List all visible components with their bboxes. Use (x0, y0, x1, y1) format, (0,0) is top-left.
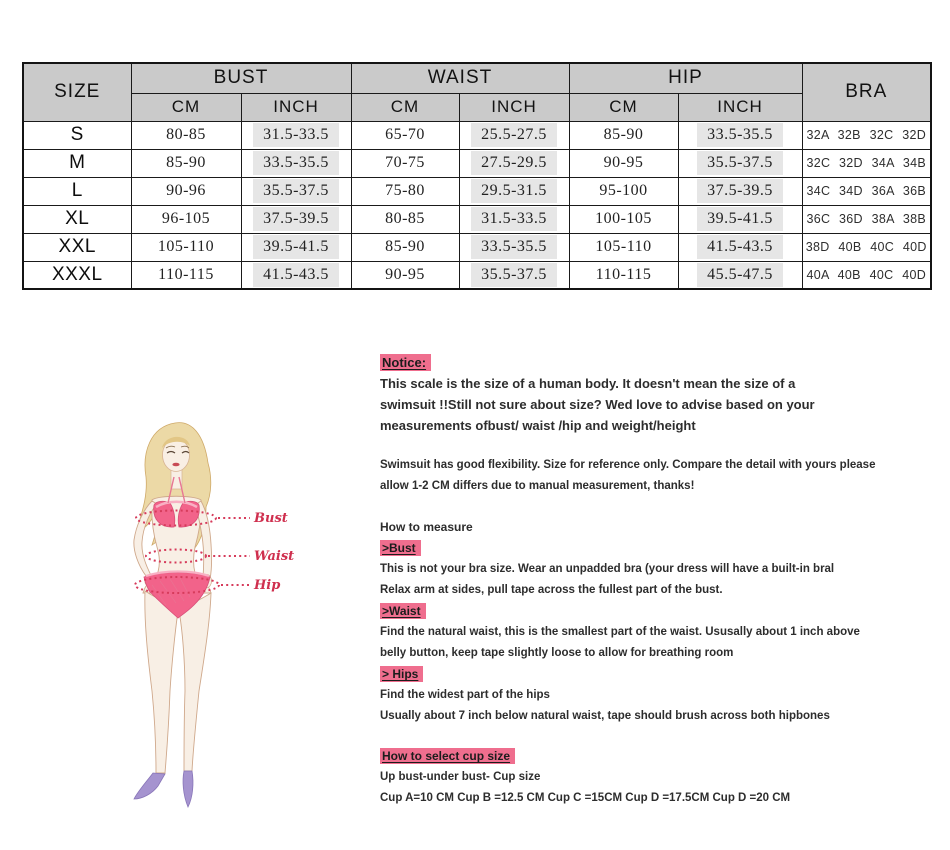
size-label: XXL (23, 233, 131, 261)
size-label: XXXL (23, 261, 131, 289)
hip-cm-value: 110-115 (569, 261, 678, 289)
subheader-bust-cm: CM (131, 93, 241, 121)
waist-label: Waist (254, 549, 295, 564)
subheader-hip-cm: CM (569, 93, 678, 121)
bra-value: 38D 40B 40C 40D (802, 233, 931, 261)
spacer (380, 497, 942, 517)
hip-inch-value: 41.5-43.5 (678, 233, 802, 261)
hips-instruction-line: Find the widest part of the hips (380, 689, 550, 701)
bust-label: Bust (254, 511, 288, 526)
cup-size-line: Up bust-under bust- Cup size (380, 771, 541, 783)
cup-size-line: Cup A=10 CM Cup B =12.5 CM Cup C =15CM Cup D =17.5CM Cup D =20 CM (380, 792, 791, 804)
bust-inch-value: 35.5-37.5 (241, 177, 351, 205)
waist-inch-value: 25.5-27.5 (459, 121, 569, 149)
how-to-measure-heading: How to measure (380, 520, 473, 534)
hip-cm-value: 95-100 (569, 177, 678, 205)
table-row-xl (23, 205, 931, 233)
hip-cm-value: 90-95 (569, 149, 678, 177)
col-header-bust: BUST (131, 63, 351, 93)
waist-instruction-line: Find the natural waist, this is the smallest part of the waist. Ususally about 1 inch above (380, 626, 860, 638)
bra-value: 40A 40B 40C 40D (802, 261, 931, 289)
waist-instruction-line: belly button, keep tape slightly loose to allow for breathing room (380, 647, 734, 659)
size-label: M (23, 149, 131, 177)
notice-panel (380, 352, 942, 809)
lips (172, 463, 179, 467)
size-label: XL (23, 205, 131, 233)
size-chart-table (22, 62, 932, 290)
bust-section-heading: >Bust (380, 538, 942, 559)
bra-value: 32C 32D 34A 34B (802, 149, 931, 177)
bust-inch-value: 33.5-35.5 (241, 149, 351, 177)
hip-inch-value: 33.5-35.5 (678, 121, 802, 149)
bust-instruction-line: Relax arm at sides, pull tape across the fullest part of the bust. (380, 584, 723, 596)
left-shoe (134, 773, 165, 799)
subheader-waist-cm: CM (351, 93, 459, 121)
bust-cm-value: 105-110 (131, 233, 241, 261)
subheader-hip-inch: INCH (678, 93, 802, 121)
waist-section-heading: >Waist (380, 601, 942, 622)
subheader-bust-inch: INCH (241, 93, 351, 121)
hip-cm-value: 100-105 (569, 205, 678, 233)
flexibility-note-line: Swimsuit has good flexibility. Size for reference only. Compare the detail with yours please (380, 459, 876, 471)
notice-body-line: swimsuit !!Still not sure about size? Wed love to advise based on your (380, 397, 815, 412)
waist-cm-value: 85-90 (351, 233, 459, 261)
bra-value: 36C 36D 38A 38B (802, 205, 931, 233)
table-row-m (23, 149, 931, 177)
col-header-hip: HIP (569, 63, 802, 93)
hip-inch-value: 39.5-41.5 (678, 205, 802, 233)
bust-cm-value: 96-105 (131, 205, 241, 233)
bust-instruction-line: This is not your bra size. Wear an unpadded bra (your dress will have a built-in bral (380, 563, 835, 575)
hips-section-heading: > Hips (380, 664, 942, 685)
col-header-size: SIZE (23, 63, 131, 121)
body-sketch-illustration (90, 415, 330, 825)
hip-cm-value: 85-90 (569, 121, 678, 149)
waist-cm-value: 65-70 (351, 121, 459, 149)
bust-cm-value: 85-90 (131, 149, 241, 177)
size-label: S (23, 121, 131, 149)
left-leg (145, 591, 178, 773)
bust-inch-value: 39.5-41.5 (241, 233, 351, 261)
waist-cm-value: 90-95 (351, 261, 459, 289)
table-row-xxl (23, 233, 931, 261)
hip-inch-value: 45.5-47.5 (678, 261, 802, 289)
bust-inch-value: 37.5-39.5 (241, 205, 351, 233)
col-header-bra: BRA (802, 63, 931, 121)
hip-inch-value: 37.5-39.5 (678, 177, 802, 205)
flexibility-note-line: allow 1-2 CM differs due to manual measurement, thanks! (380, 480, 695, 492)
bust-inch-value: 41.5-43.5 (241, 261, 351, 289)
hip-inch-value: 35.5-37.5 (678, 149, 802, 177)
waist-inch-value: 27.5-29.5 (459, 149, 569, 177)
hip-cm-value: 105-110 (569, 233, 678, 261)
bra-value: 32A 32B 32C 32D (802, 121, 931, 149)
waist-inch-value: 33.5-35.5 (459, 233, 569, 261)
notice-body-line: This scale is the size of a human body. It doesn't mean the size of a (380, 376, 796, 391)
notice-body-line: measurements ofbust/ waist /hip and weight/height (380, 418, 696, 433)
right-shoe (183, 771, 193, 807)
size-label: L (23, 177, 131, 205)
waist-cm-value: 70-75 (351, 149, 459, 177)
waist-inch-value: 35.5-37.5 (459, 261, 569, 289)
cup-size-heading: How to select cup size (380, 746, 942, 767)
bust-cm-value: 90-96 (131, 177, 241, 205)
table-row-s (23, 121, 931, 149)
subheader-waist-inch: INCH (459, 93, 569, 121)
bust-cm-value: 80-85 (131, 121, 241, 149)
notice-heading: Notice: (380, 352, 942, 373)
bust-cm-value: 110-115 (131, 261, 241, 289)
hip-label: Hip (254, 578, 281, 593)
right-leg (179, 593, 211, 771)
table-row-l (23, 177, 931, 205)
col-header-waist: WAIST (351, 63, 569, 93)
measurement-figure (90, 415, 330, 825)
bust-inch-value: 31.5-33.5 (241, 121, 351, 149)
table-row-xxxl (23, 261, 931, 289)
waist-cm-value: 80-85 (351, 205, 459, 233)
hips-instruction-line: Usually about 7 inch below natural waist, tape should brush across both hipbones (380, 710, 830, 722)
waist-inch-value: 29.5-31.5 (459, 177, 569, 205)
waist-inch-value: 31.5-33.5 (459, 205, 569, 233)
bra-value: 34C 34D 36A 36B (802, 177, 931, 205)
spacer (380, 436, 942, 455)
waist-cm-value: 75-80 (351, 177, 459, 205)
spacer (380, 727, 942, 746)
